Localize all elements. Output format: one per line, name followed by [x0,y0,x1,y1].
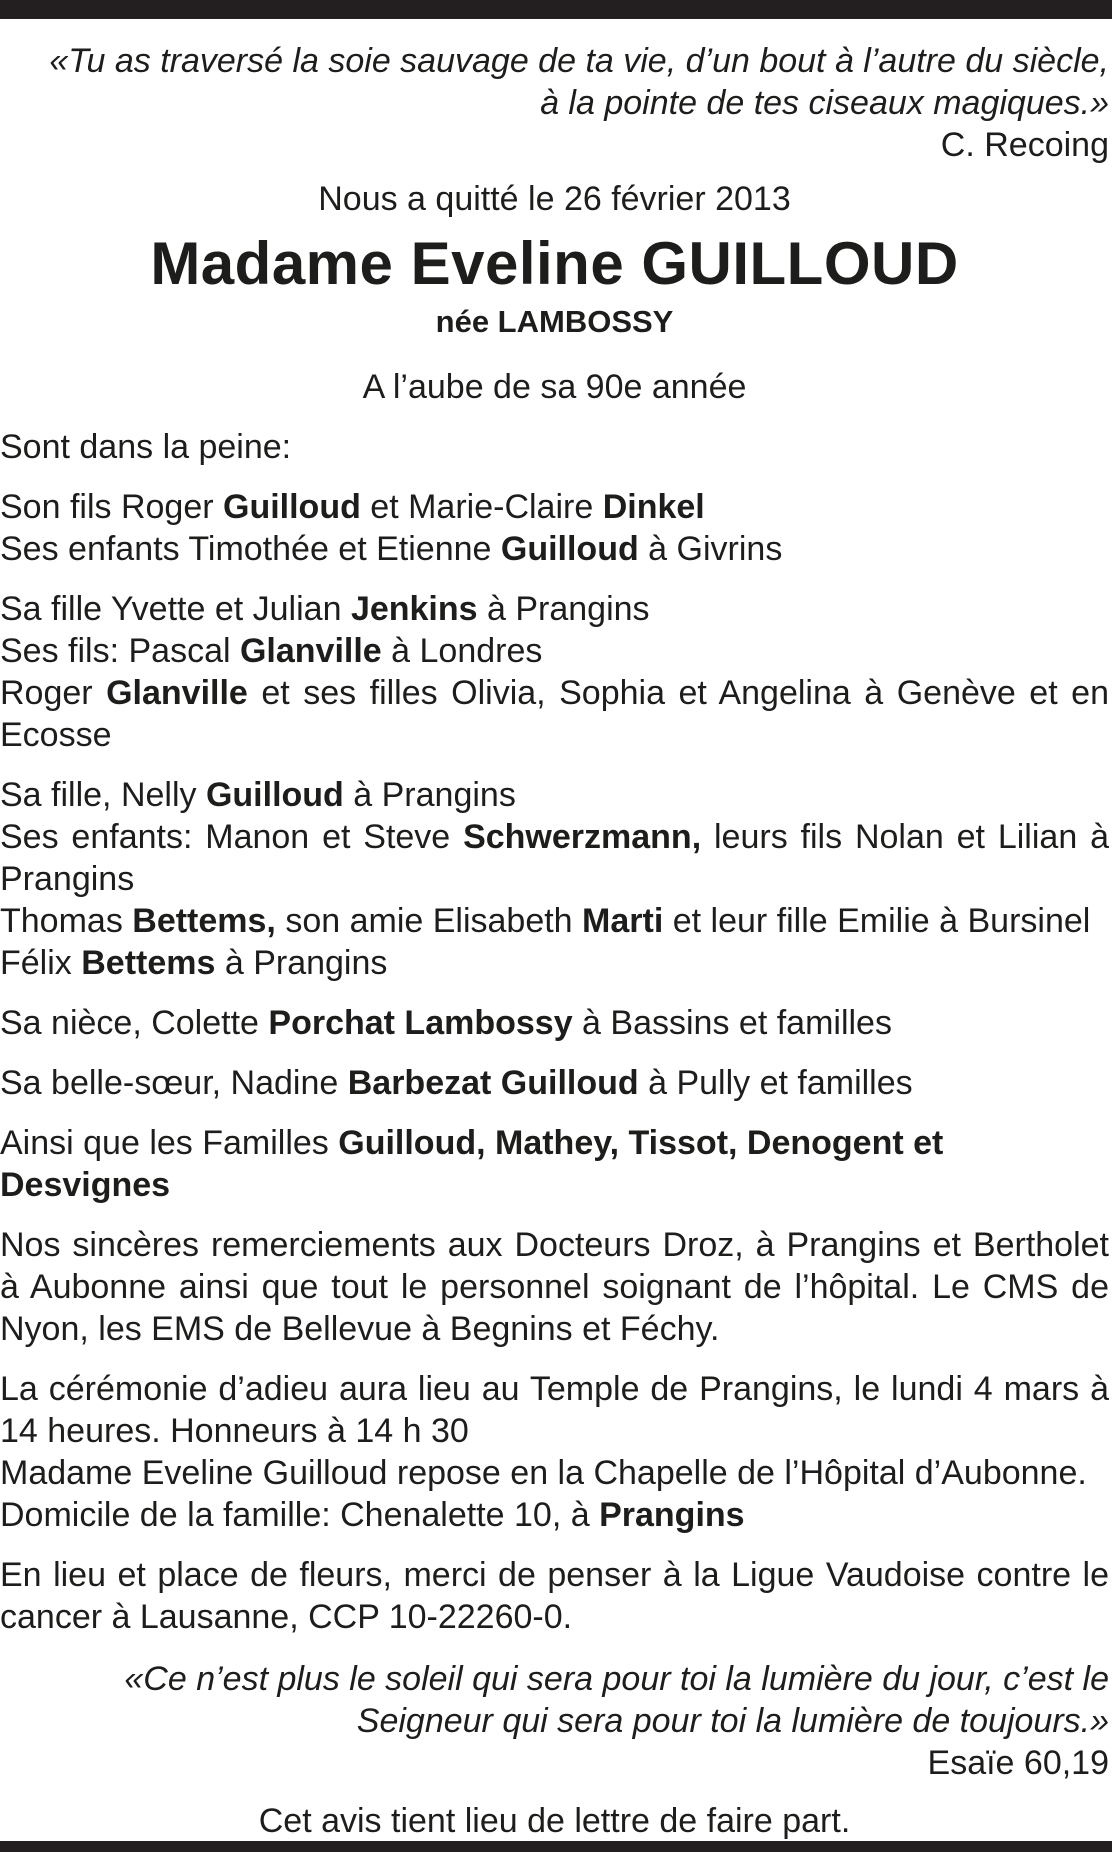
epigraph-line: «Tu as traversé la soie sauvage de ta vie, d’un bout à l’autre du siècle, [49,42,1109,80]
top-rule [0,0,1112,19]
family-line: Roger Glanville et ses filles Olivia, Sophia et Angelina à Genève et en Ecosse [0,674,1109,754]
maiden-name: née LAMBOSSY [435,304,674,339]
family-group-roger [0,486,1109,570]
mourners-intro: Sont dans la peine: [0,428,292,466]
bottom-rule [0,1841,1112,1852]
thanks-paragraph: Nos sincères remerciements aux Docteurs Droz, à Prangins et Bertholet à Aubonne ainsi que tout le personnel soignant de l’hôpital. Le CMS de Nyon, les EMS de Bellevue à Begnins et Féchy. [0,1226,1109,1348]
closing-epigraph [0,1658,1109,1784]
epigraph-author: C. Recoing [940,126,1109,164]
death-date: Nous a quitté le 26 février 2013 [318,180,791,218]
ceremony-paragraph [0,1368,1109,1536]
donation-paragraph: En lieu et place de fleurs, merci de penser à la Ligue Vaudoise contre le cancer à Lausanne, CCP 10-22260-0. [0,1556,1109,1636]
age-line: A l’aube de sa 90e année [362,368,747,406]
family-line: Ses enfants Timothée et Etienne Guilloud à Givrins [0,530,783,568]
epigraph-source: Esaïe 60,19 [927,1744,1109,1782]
family-line: Ses fils: Pascal Glanville à Londres [0,632,543,670]
ceremony-line: La cérémonie d’adieu aura lieu au Temple de Prangins, le lundi 4 mars à 14 heures. Honneurs à 14 h 30 [0,1370,1109,1450]
epigraph-line: à la pointe de tes ciseaux magiques.» [540,84,1109,122]
family-line: Thomas Bettems, son amie Elisabeth Marti et leur fille Emilie à Bursinel [0,902,1091,940]
family-line: Son fils Roger Guilloud et Marie-Claire Dinkel [0,488,705,526]
obituary-notice [0,40,1109,1842]
family-line: Sa fille Yvette et Julian Jenkins à Prangins [0,590,650,628]
family-line: Félix Bettems à Prangins [0,944,388,982]
deceased-name: Madame Eveline GUILLOUD [150,230,959,297]
opening-epigraph [0,40,1109,166]
closing-note: Cet avis tient lieu de lettre de faire part. [258,1802,851,1840]
families-line: Ainsi que les Familles Guilloud, Mathey, Tissot, Denogent et Desvignes [0,1124,944,1204]
ceremony-line: Domicile de la famille: Chenalette 10, à Prangins [0,1496,745,1534]
niece-line: Sa nièce, Colette Porchat Lambossy à Bassins et familles [0,1004,892,1042]
family-group-yvette [0,588,1109,756]
epigraph-line: Seigneur qui sera pour toi la lumière de toujours.» [356,1702,1109,1740]
family-line: Ses enfants: Manon et Steve Schwerzmann, leurs fils Nolan et Lilian à Prangins [0,818,1109,898]
family-line: Sa fille, Nelly Guilloud à Prangins [0,776,516,814]
epigraph-line: «Ce n’est plus le soleil qui sera pour toi la lumière du jour, c’est le [124,1660,1109,1698]
sister-in-law-line: Sa belle-sœur, Nadine Barbezat Guilloud à Pully et familles [0,1064,913,1102]
ceremony-line: Madame Eveline Guilloud repose en la Chapelle de l’Hôpital d’Aubonne. [0,1454,1087,1492]
family-group-nelly [0,774,1109,984]
